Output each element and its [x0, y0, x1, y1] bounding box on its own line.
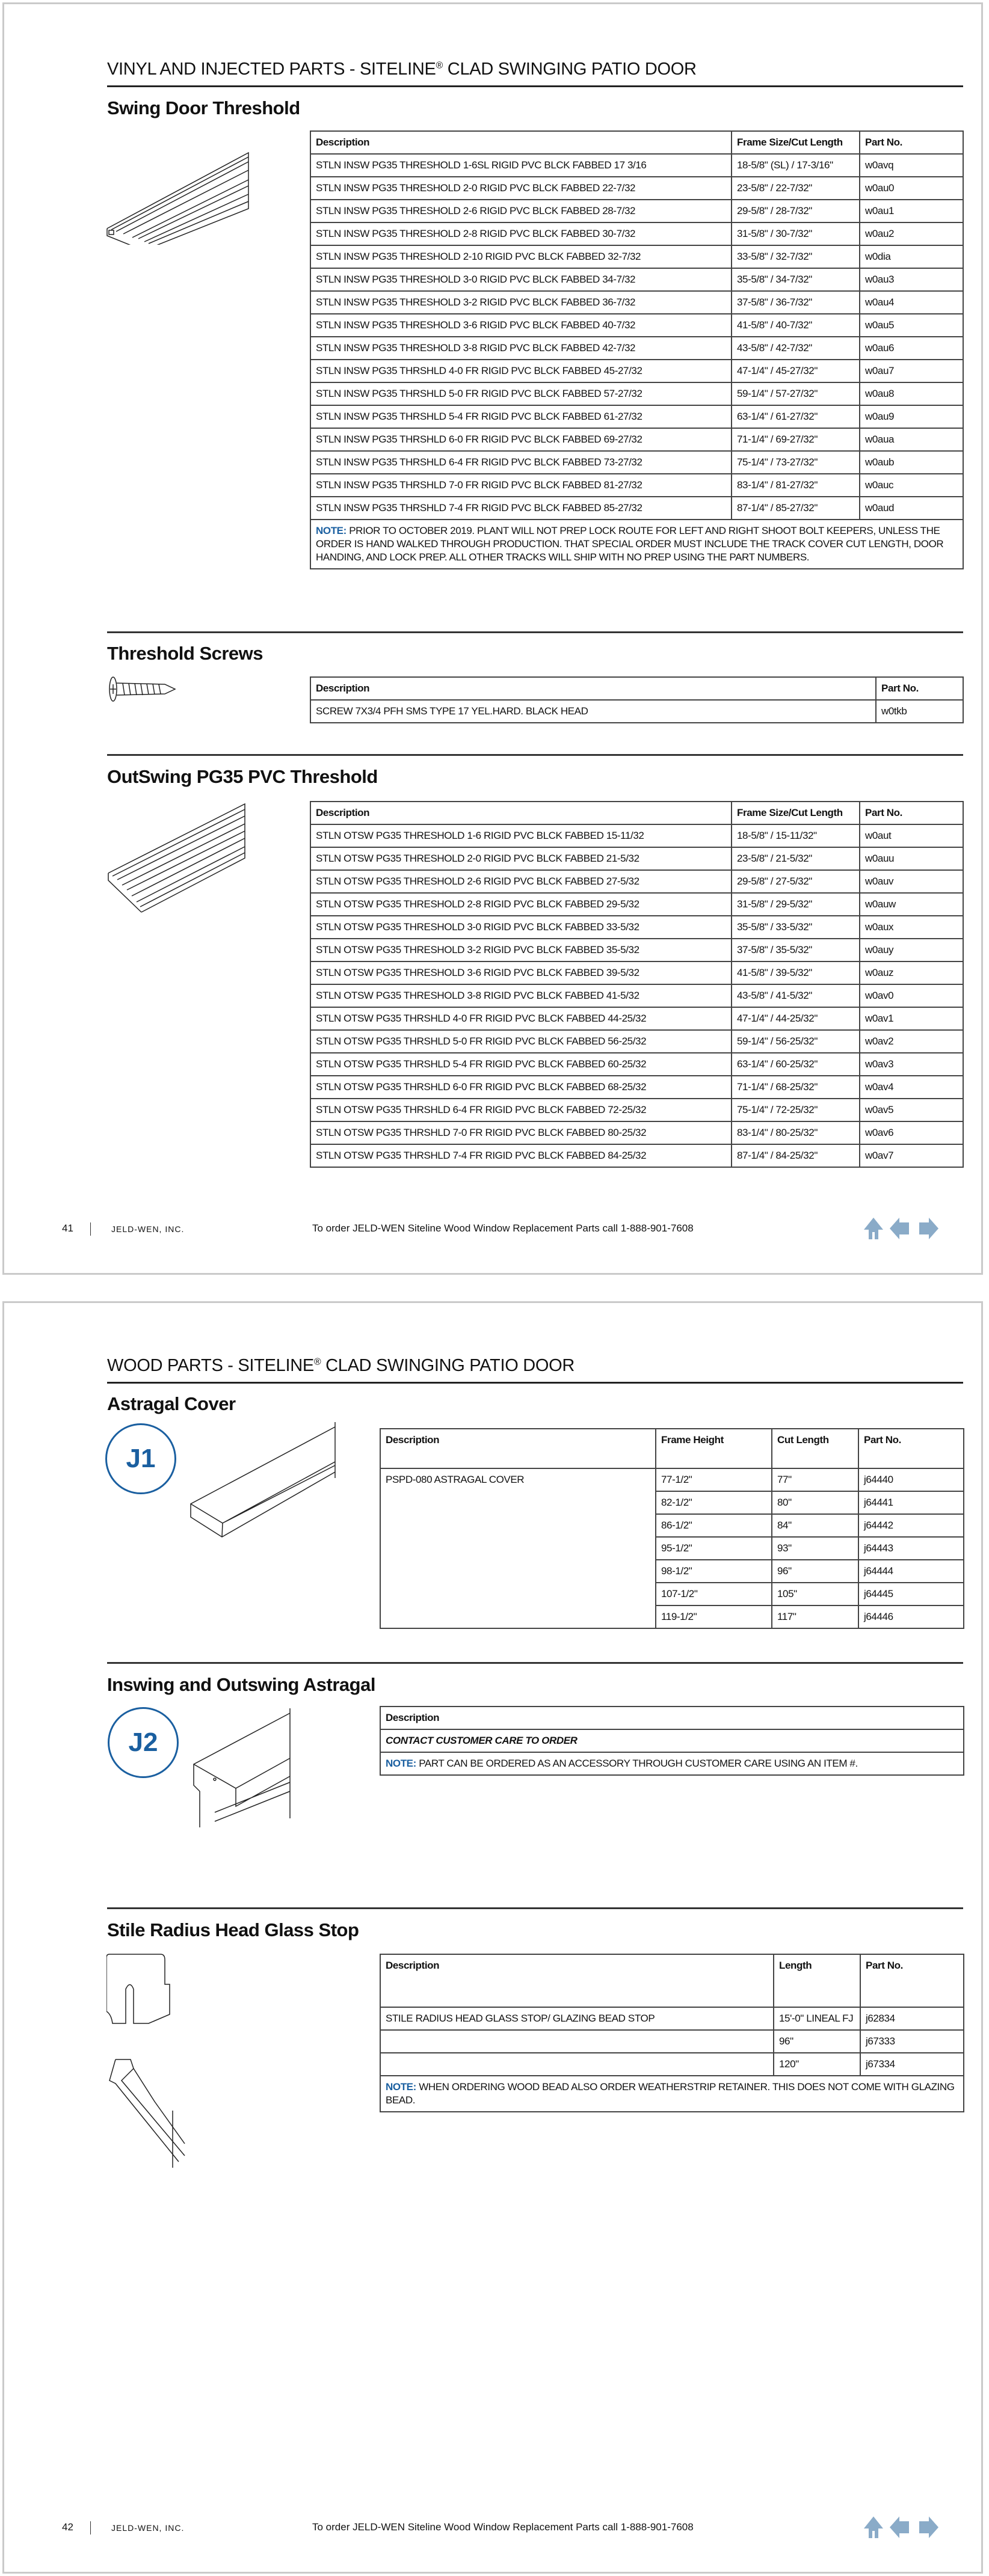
table-cell: STLN OTSW PG35 THRSHLD 7-0 FR RIGID PVC BLCK FABBED 80-25/32 — [310, 1121, 732, 1144]
part-number-cell: j64442 — [858, 1514, 964, 1537]
astragal-drawing-icon — [191, 1707, 293, 1827]
part-number-cell: j64443 — [858, 1537, 964, 1560]
table-cell: 80" — [772, 1491, 858, 1514]
previous-page-arrow-icon[interactable] — [889, 1216, 913, 1240]
threshold-drawing-icon — [105, 149, 253, 245]
section-heading-swing-door-threshold: Swing Door Threshold — [107, 97, 300, 118]
table-row — [310, 474, 963, 497]
title-text-rest: CLAD SWINGING PATIO DOOR — [443, 60, 697, 79]
stile-radius-head-glass-stop-table — [380, 1954, 964, 2112]
threshold-screws-table — [310, 676, 964, 723]
table-cell: STLN OTSW PG35 THRESHOLD 1-6 RIGID PVC BLCK FABBED 15-11/32 — [310, 824, 732, 847]
part-number-cell: w0aud — [860, 497, 963, 520]
table-cell — [380, 2053, 774, 2076]
table-row — [310, 1144, 963, 1167]
title-rule — [107, 1382, 963, 1384]
table-cell: STLN INSW PG35 THRESHOLD 3-6 RIGID PVC BLCK FABBED 40-7/32 — [310, 314, 732, 337]
table-row — [310, 1099, 963, 1121]
section-rule — [107, 754, 963, 756]
column-header: Part No. — [860, 1954, 964, 2007]
section-heading-threshold-screws: Threshold Screws — [107, 643, 263, 664]
table-row — [310, 1007, 963, 1030]
description-cell: PSPD-080 ASTRAGAL COVER — [380, 1468, 656, 1628]
table-row — [310, 360, 963, 382]
table-cell: 29-5/8" / 28-7/32" — [732, 200, 860, 222]
table-cell: 71-1/4" / 68-25/32" — [732, 1076, 860, 1099]
order-info: To order JELD-WEN Siteline Wood Window Replacement Parts call 1-888-901-7608 — [312, 1222, 694, 1234]
table-row — [310, 154, 963, 177]
part-number-cell: j64445 — [858, 1583, 964, 1605]
part-number-cell: w0av1 — [860, 1007, 963, 1030]
table-cell: 77" — [772, 1468, 858, 1491]
table-cell: 117" — [772, 1605, 858, 1628]
part-number-cell: w0avq — [860, 154, 963, 177]
part-number-cell: w0au4 — [860, 291, 963, 314]
part-number-cell: w0au6 — [860, 337, 963, 360]
column-header: Part No. — [860, 131, 963, 154]
column-header: Part No. — [858, 1429, 964, 1468]
note-label: NOTE: — [386, 1758, 416, 1769]
inswing-outswing-astragal-table — [380, 1706, 964, 1776]
part-number-cell: w0auz — [860, 961, 963, 984]
column-header: Part No. — [860, 802, 963, 824]
note-label: NOTE: — [316, 525, 347, 536]
table-cell: 107-1/2" — [656, 1583, 772, 1605]
part-number-cell: w0aua — [860, 428, 963, 451]
title-text-rest: CLAD SWINGING PATIO DOOR — [321, 1356, 575, 1375]
table-cell: 59-1/4" / 56-25/32" — [732, 1030, 860, 1053]
screw-icon — [108, 675, 183, 705]
table-cell: STLN OTSW PG35 THRESHOLD 3-2 RIGID PVC BLCK FABBED 35-5/32 — [310, 939, 732, 961]
table-cell: 33-5/8" / 32-7/32" — [732, 245, 860, 268]
page-title — [107, 1356, 575, 1376]
table-cell: 83-1/4" / 80-25/32" — [732, 1121, 860, 1144]
table-row — [380, 2007, 964, 2030]
part-number-cell: j67333 — [860, 2030, 964, 2053]
title-text: VINYL AND INJECTED PARTS - SITELINE — [107, 60, 436, 79]
part-number-cell: w0au2 — [860, 222, 963, 245]
column-header: Frame Size/Cut Length — [732, 131, 860, 154]
column-header: Description — [380, 1429, 656, 1468]
table-row — [310, 428, 963, 451]
swing-door-threshold-table — [310, 130, 964, 569]
company-name: JELD-WEN, INC. — [111, 1224, 185, 1234]
table-cell: STLN OTSW PG35 THRSHLD 4-0 FR RIGID PVC BLCK FABBED 44-25/32 — [310, 1007, 732, 1030]
table-cell: 96" — [774, 2030, 860, 2053]
section-rule — [107, 1907, 963, 1909]
table-cell: 23-5/8" / 21-5/32" — [732, 847, 860, 870]
table-cell: 41-5/8" / 40-7/32" — [732, 314, 860, 337]
table-row — [310, 177, 963, 200]
table-cell: STLN INSW PG35 THRESHOLD 2-0 RIGID PVC BLCK FABBED 22-7/32 — [310, 177, 732, 200]
part-number-cell: w0tkb — [876, 700, 963, 723]
table-cell: 63-1/4" / 61-27/32" — [732, 405, 860, 428]
table-row — [310, 245, 963, 268]
table-cell: STLN OTSW PG35 THRSHLD 5-4 FR RIGID PVC BLCK FABBED 60-25/32 — [310, 1053, 732, 1076]
table-cell: STLN OTSW PG35 THRESHOLD 2-6 RIGID PVC BLCK FABBED 27-5/32 — [310, 870, 732, 893]
table-cell: 47-1/4" / 44-25/32" — [732, 1007, 860, 1030]
table-row — [380, 2030, 964, 2053]
column-header: Frame Height — [656, 1429, 772, 1468]
table-cell: 35-5/8" / 34-7/32" — [732, 268, 860, 291]
part-number-cell: w0av6 — [860, 1121, 963, 1144]
table-cell: 87-1/4" / 84-25/32" — [732, 1144, 860, 1167]
part-number-cell: w0aut — [860, 824, 963, 847]
table-cell: STLN INSW PG35 THRSHLD 5-0 FR RIGID PVC BLCK FABBED 57-27/32 — [310, 382, 732, 405]
part-number-cell: w0av4 — [860, 1076, 963, 1099]
table-row — [380, 1468, 964, 1491]
table-row — [310, 700, 963, 723]
note-cell — [380, 1752, 964, 1775]
table-cell: 35-5/8" / 33-5/32" — [732, 916, 860, 939]
table-row — [380, 2053, 964, 2076]
table-cell — [380, 2030, 774, 2053]
table-cell: STLN INSW PG35 THRSHLD 6-4 FR RIGID PVC BLCK FABBED 73-27/32 — [310, 451, 732, 474]
astragal-cover-drawing-icon — [188, 1421, 338, 1541]
table-row — [310, 1053, 963, 1076]
table-cell: 23-5/8" / 22-7/32" — [732, 177, 860, 200]
table-row — [380, 1729, 964, 1752]
page-number: 42 — [62, 2521, 73, 2533]
table-cell: STLN OTSW PG35 THRESHOLD 2-0 RIGID PVC BLCK FABBED 21-5/32 — [310, 847, 732, 870]
table-row — [310, 314, 963, 337]
part-number-cell: w0aux — [860, 916, 963, 939]
part-number-cell: j64444 — [858, 1560, 964, 1583]
title-text: WOOD PARTS - SITELINE — [107, 1356, 314, 1375]
table-cell: 84" — [772, 1514, 858, 1537]
table-cell: STLN INSW PG35 THRESHOLD 1-6SL RIGID PVC BLCK FABBED 17 3/16 — [310, 154, 732, 177]
table-cell: 43-5/8" / 42-7/32" — [732, 337, 860, 360]
home-arrow-icon[interactable] — [861, 2515, 886, 2539]
part-number-cell: j64441 — [858, 1491, 964, 1514]
table-cell: 37-5/8" / 35-5/32" — [732, 939, 860, 961]
part-number-cell: j64440 — [858, 1468, 964, 1491]
table-row — [310, 939, 963, 961]
registered-mark: ® — [313, 1357, 321, 1367]
table-cell: 63-1/4" / 60-25/32" — [732, 1053, 860, 1076]
note-label: NOTE: — [386, 2081, 416, 2093]
column-header: Description — [380, 1954, 774, 2007]
note-row — [310, 520, 963, 569]
table-cell: STLN INSW PG35 THRSHLD 6-0 FR RIGID PVC BLCK FABBED 69-27/32 — [310, 428, 732, 451]
glass-stop-profile-drawing-icon — [106, 1951, 257, 2168]
table-row — [310, 222, 963, 245]
table-cell: STLN OTSW PG35 THRSHLD 7-4 FR RIGID PVC BLCK FABBED 84-25/32 — [310, 1144, 732, 1167]
footer-separator — [90, 1222, 91, 1236]
part-number-cell: w0av7 — [860, 1144, 963, 1167]
next-page-arrow-icon[interactable] — [916, 2515, 940, 2539]
table-header-row — [380, 1707, 964, 1729]
table-cell: STLN OTSW PG35 THRESHOLD 3-6 RIGID PVC BLCK FABBED 39-5/32 — [310, 961, 732, 984]
table-cell: STLN INSW PG35 THRESHOLD 3-2 RIGID PVC BLCK FABBED 36-7/32 — [310, 291, 732, 314]
table-row — [310, 291, 963, 314]
column-header: Description — [310, 131, 732, 154]
table-cell: STLN INSW PG35 THRESHOLD 3-0 RIGID PVC BLCK FABBED 34-7/32 — [310, 268, 732, 291]
table-cell: STLN OTSW PG35 THRSHLD 6-4 FR RIGID PVC BLCK FABBED 72-25/32 — [310, 1099, 732, 1121]
part-number-cell: w0av3 — [860, 1053, 963, 1076]
previous-page-arrow-icon[interactable] — [889, 2515, 913, 2539]
catalog-page-42 — [2, 1301, 983, 2574]
table-cell: 87-1/4" / 85-27/32" — [732, 497, 860, 520]
table-cell: SCREW 7X3/4 PFH SMS TYPE 17 YEL.HARD. BLACK HEAD — [310, 700, 876, 723]
table-cell: STLN INSW PG35 THRESHOLD 2-10 RIGID PVC BLCK FABBED 32-7/32 — [310, 245, 732, 268]
table-cell: STLN INSW PG35 THRESHOLD 2-8 RIGID PVC BLCK FABBED 30-7/32 — [310, 222, 732, 245]
table-cell: STLN INSW PG35 THRSHLD 7-0 FR RIGID PVC BLCK FABBED 81-27/32 — [310, 474, 732, 497]
section-rule — [107, 631, 963, 633]
table-header-row — [310, 131, 963, 154]
part-number-cell: w0dia — [860, 245, 963, 268]
table-header-row — [380, 1954, 964, 2007]
table-cell: 41-5/8" / 39-5/32" — [732, 961, 860, 984]
table-cell: STLN OTSW PG35 THRESHOLD 3-0 RIGID PVC BLCK FABBED 33-5/32 — [310, 916, 732, 939]
part-number-cell: w0auc — [860, 474, 963, 497]
table-cell: 75-1/4" / 72-25/32" — [732, 1099, 860, 1121]
table-row — [310, 1121, 963, 1144]
column-header-description: Description — [380, 1707, 964, 1729]
part-number-cell: w0au1 — [860, 200, 963, 222]
outswing-threshold-table — [310, 801, 964, 1168]
part-number-cell: j62834 — [860, 2007, 964, 2030]
table-cell: 43-5/8" / 41-5/32" — [732, 984, 860, 1007]
section-heading-outswing-threshold: OutSwing PG35 PVC Threshold — [107, 766, 378, 787]
column-header: Cut Length — [772, 1429, 858, 1468]
table-row — [310, 1030, 963, 1053]
table-header-row — [310, 802, 963, 824]
table-cell: 95-1/2" — [656, 1537, 772, 1560]
table-cell: 29-5/8" / 27-5/32" — [732, 870, 860, 893]
page-number: 41 — [62, 1222, 73, 1234]
table-cell: STLN OTSW PG35 THRESHOLD 3-8 RIGID PVC BLCK FABBED 41-5/32 — [310, 984, 732, 1007]
part-number-cell: w0au7 — [860, 360, 963, 382]
part-number-cell: w0au8 — [860, 382, 963, 405]
column-header: Frame Size/Cut Length — [732, 802, 860, 824]
part-number-cell: w0av2 — [860, 1030, 963, 1053]
table-row — [310, 824, 963, 847]
table-cell: 119-1/2" — [656, 1605, 772, 1628]
column-header: Part No. — [876, 677, 963, 700]
part-number-cell: w0aub — [860, 451, 963, 474]
part-number-cell: w0au0 — [860, 177, 963, 200]
part-number-cell: w0auw — [860, 893, 963, 916]
table-row — [310, 984, 963, 1007]
outswing-threshold-drawing-icon — [105, 801, 250, 915]
table-cell: STLN INSW PG35 THRSHLD 7-4 FR RIGID PVC BLCK FABBED 85-27/32 — [310, 497, 732, 520]
table-cell: 82-1/2" — [656, 1491, 772, 1514]
table-row — [310, 337, 963, 360]
table-row — [310, 870, 963, 893]
table-row — [310, 268, 963, 291]
section-heading-inswing-outswing-astragal: Inswing and Outswing Astragal — [107, 1674, 375, 1695]
table-cell: STLN INSW PG35 THRSHLD 4-0 FR RIGID PVC BLCK FABBED 45-27/32 — [310, 360, 732, 382]
table-cell: 59-1/4" / 57-27/32" — [732, 382, 860, 405]
title-rule — [107, 85, 963, 87]
part-number-cell: w0av5 — [860, 1099, 963, 1121]
part-number-cell: w0au5 — [860, 314, 963, 337]
section-heading-stile-radius-head-glass-stop: Stile Radius Head Glass Stop — [107, 1919, 359, 1940]
table-cell: STLN INSW PG35 THRESHOLD 3-8 RIGID PVC BLCK FABBED 42-7/32 — [310, 337, 732, 360]
section-heading-astragal-cover: Astragal Cover — [107, 1393, 236, 1414]
table-cell: 98-1/2" — [656, 1560, 772, 1583]
table-cell: 77-1/2" — [656, 1468, 772, 1491]
part-number-cell: w0auy — [860, 939, 963, 961]
column-header: Length — [774, 1954, 860, 2007]
table-row — [310, 893, 963, 916]
table-cell: 83-1/4" / 81-27/32" — [732, 474, 860, 497]
table-cell: 105" — [772, 1583, 858, 1605]
table-row — [310, 961, 963, 984]
table-header-row — [380, 1429, 964, 1468]
table-cell: STLN INSW PG35 THRESHOLD 2-6 RIGID PVC BLCK FABBED 28-7/32 — [310, 200, 732, 222]
table-cell: 86-1/2" — [656, 1514, 772, 1537]
home-arrow-icon[interactable] — [861, 1216, 886, 1240]
part-number-cell: w0av0 — [860, 984, 963, 1007]
part-number-cell: w0au3 — [860, 268, 963, 291]
table-cell: 47-1/4" / 45-27/32" — [732, 360, 860, 382]
note-cell — [380, 2076, 964, 2112]
table-cell: 18-5/8" (SL) / 17-3/16" — [732, 154, 860, 177]
note-row — [380, 2076, 964, 2112]
page-title — [107, 60, 697, 79]
table-cell: 71-1/4" / 69-27/32" — [732, 428, 860, 451]
table-cell: STLN INSW PG35 THRSHLD 5-4 FR RIGID PVC BLCK FABBED 61-27/32 — [310, 405, 732, 428]
table-row — [310, 916, 963, 939]
registered-mark: ® — [436, 60, 443, 71]
table-row — [310, 847, 963, 870]
j2-badge: J2 — [108, 1707, 179, 1778]
table-cell: STLN OTSW PG35 THRSHLD 6-0 FR RIGID PVC BLCK FABBED 68-25/32 — [310, 1076, 732, 1099]
table-cell: 37-5/8" / 36-7/32" — [732, 291, 860, 314]
table-cell: STILE RADIUS HEAD GLASS STOP/ GLAZING BEAD STOP — [380, 2007, 774, 2030]
part-number-cell: j64446 — [858, 1605, 964, 1628]
table-cell: STLN OTSW PG35 THRSHLD 5-0 FR RIGID PVC BLCK FABBED 56-25/32 — [310, 1030, 732, 1053]
table-row — [310, 451, 963, 474]
part-number-cell: w0au9 — [860, 405, 963, 428]
table-row — [310, 200, 963, 222]
column-header: Description — [310, 802, 732, 824]
table-cell: 18-5/8" / 15-11/32" — [732, 824, 860, 847]
table-cell: 75-1/4" / 73-27/32" — [732, 451, 860, 474]
table-cell: 96" — [772, 1560, 858, 1583]
table-row — [310, 1076, 963, 1099]
note-text: PART CAN BE ORDERED AS AN ACCESSORY THROUGH CUSTOMER CARE USING AN ITEM #. — [416, 1758, 858, 1769]
astragal-cover-table — [380, 1428, 964, 1629]
note-text: WHEN ORDERING WOOD BEAD ALSO ORDER WEATHERSTRIP RETAINER. THIS DOES NOT COME WITH GLAZING BEAD. — [386, 2081, 955, 2106]
table-cell: 31-5/8" / 30-7/32" — [732, 222, 860, 245]
column-header: Description — [310, 677, 876, 700]
table-cell: STLN OTSW PG35 THRESHOLD 2-8 RIGID PVC BLCK FABBED 29-5/32 — [310, 893, 732, 916]
table-cell: 93" — [772, 1537, 858, 1560]
section-rule — [107, 1662, 963, 1664]
note-row — [380, 1752, 964, 1775]
j1-badge: J1 — [105, 1423, 176, 1494]
table-row — [310, 497, 963, 520]
note-text: PRIOR TO OCTOBER 2019. PLANT WILL NOT PREP LOCK ROUTE FOR LEFT AND RIGHT SHOOT BOLT KEEPERS, UNLESS THE ORDER IS HAND WALKED THROUGH PRODUCTION. THAT SPECIAL ORDER MUST INCLUDE THE TRACK COVER CUT LENGTH, DOOR HANDING, AND LOCK PREP. ALL OTHER TRACKS WILL SHIP WITH NO PREP USING THE PART NUMBERS. — [316, 525, 944, 563]
part-number-cell: j67334 — [860, 2053, 964, 2076]
part-number-cell: w0auv — [860, 870, 963, 893]
note-cell — [310, 520, 963, 569]
table-cell: 15'-0" LINEAL FJ — [774, 2007, 860, 2030]
table-cell: 120" — [774, 2053, 860, 2076]
contact-customer-care-text: CONTACT CUSTOMER CARE TO ORDER — [380, 1729, 964, 1752]
next-page-arrow-icon[interactable] — [916, 1216, 940, 1240]
footer-separator — [90, 2521, 91, 2535]
catalog-page-41 — [2, 2, 983, 1275]
company-name: JELD-WEN, INC. — [111, 2523, 185, 2533]
order-info: To order JELD-WEN Siteline Wood Window Replacement Parts call 1-888-901-7608 — [312, 2521, 694, 2533]
table-row — [310, 382, 963, 405]
table-header-row — [310, 677, 963, 700]
table-cell: 31-5/8" / 29-5/32" — [732, 893, 860, 916]
part-number-cell: w0auu — [860, 847, 963, 870]
table-row — [310, 405, 963, 428]
